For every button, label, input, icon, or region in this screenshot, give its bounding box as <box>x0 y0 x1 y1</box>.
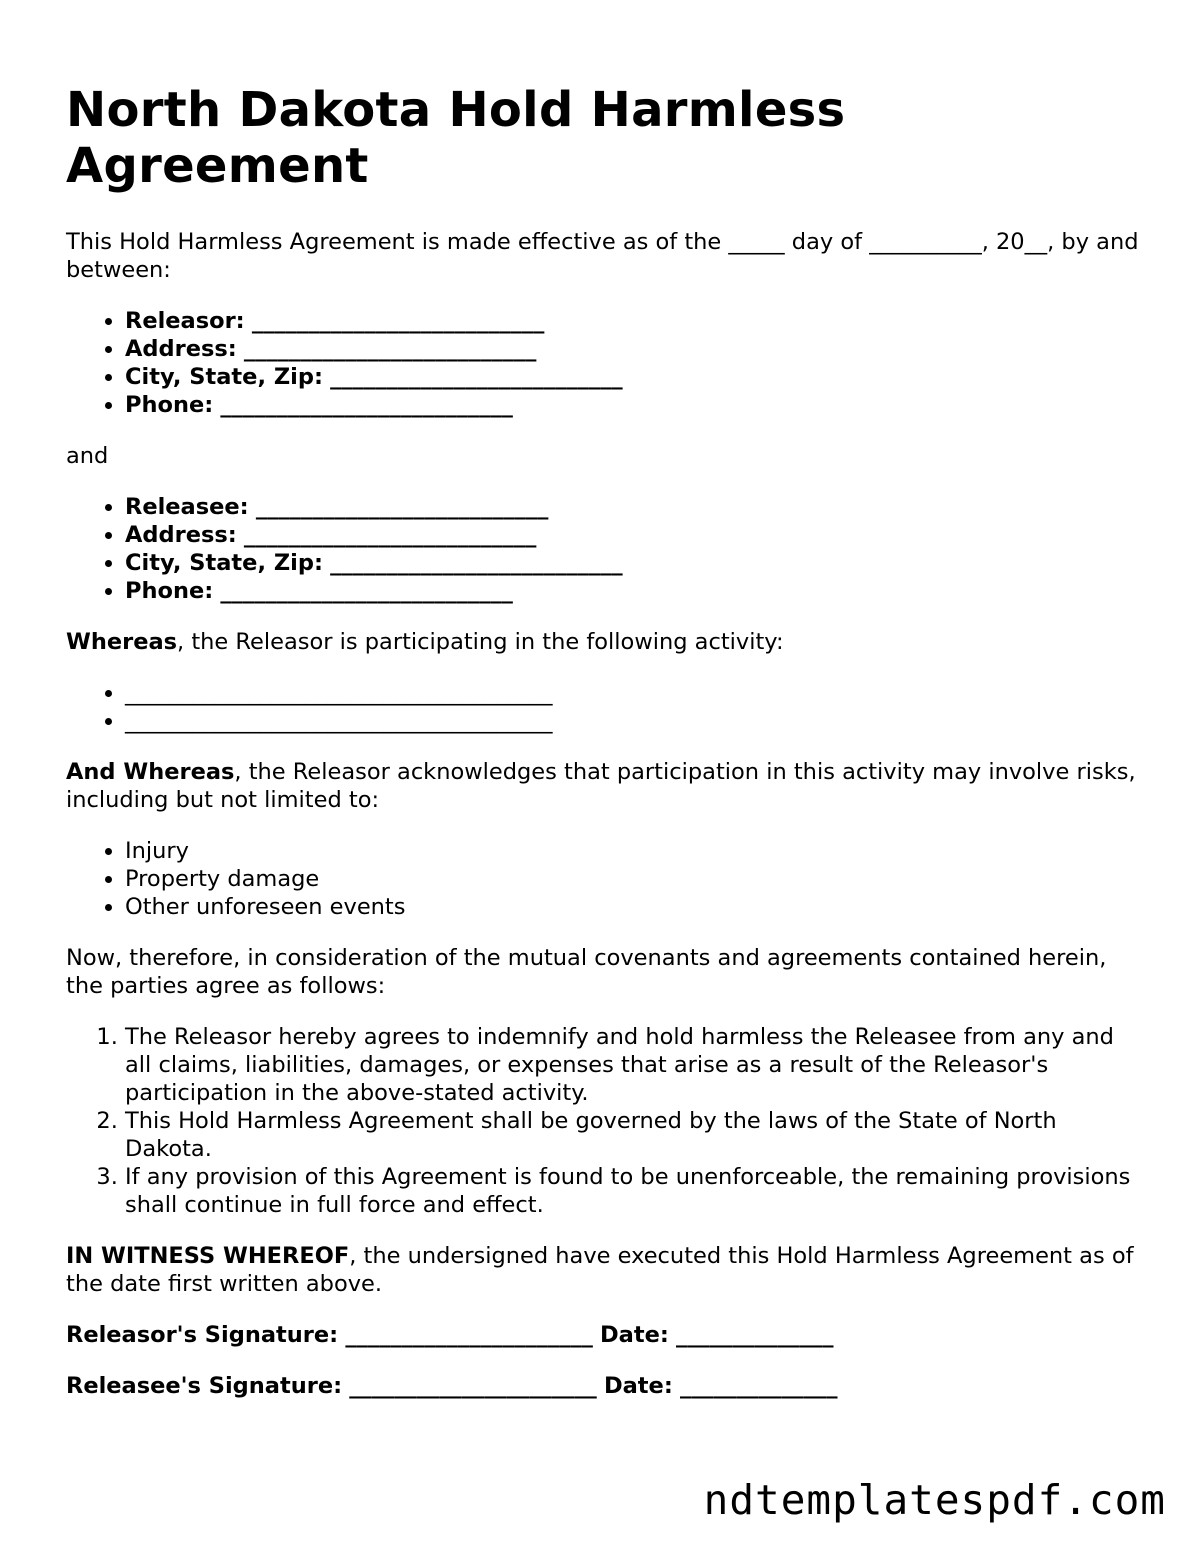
clauses-list <box>66 1023 1146 1219</box>
signature-label: Releasee's Signature: <box>66 1373 343 1399</box>
field-blank: __________________________ <box>255 494 549 520</box>
date-blank: ______________ <box>676 1322 834 1348</box>
list-item <box>125 391 1146 419</box>
witness-lead: IN WITNESS WHEREOF <box>66 1243 350 1269</box>
signature-blank: ______________________ <box>345 1322 593 1348</box>
signature-blank: ______________________ <box>349 1373 597 1399</box>
list-item: • Property damage <box>125 865 1146 893</box>
field-blank: __________________________ <box>220 392 513 418</box>
list-item <box>125 363 1146 391</box>
list-item <box>125 549 1146 577</box>
releasee-fields-list <box>66 493 1146 605</box>
field-label: Address: <box>125 522 237 548</box>
now-therefore-paragraph: Now, therefore, in consideration of the mutual covenants and agreements contained herein, the parties agree as follows: <box>66 945 1107 999</box>
list-item <box>125 493 1146 521</box>
list-item: 3. If any provision of this Agreement is found to be unenforceable, the remaining provisions shall continue in full force and effect. <box>125 1163 1146 1219</box>
date-label: Date: <box>603 1373 673 1399</box>
date-label: Date: <box>599 1322 669 1348</box>
field-label: Releasee: <box>125 494 249 520</box>
field-label: Releasor: <box>125 308 245 334</box>
field-blank: __________________________ <box>330 364 623 390</box>
whereas-text: , the Releasor is participating in the following activity: <box>177 629 784 655</box>
releasor-fields-list <box>66 307 1146 419</box>
list-item: 1. The Releasor hereby agrees to indemnify and hold harmless the Releasee from any and all claims, liabilities, damages, or expenses that arise as a result of the Releasor's participation in the above-stated activity. <box>125 1023 1146 1107</box>
signature-label: Releasor's Signature: <box>66 1322 339 1348</box>
whereas-paragraph <box>66 628 1146 656</box>
field-blank: __________________________ <box>251 308 545 334</box>
page-title: North Dakota Hold Harmless Agreement <box>66 82 846 194</box>
list-item: • Other unforeseen events <box>125 893 1146 921</box>
and-whereas-paragraph <box>66 758 1146 814</box>
field-label: City, State, Zip: <box>125 364 323 390</box>
list-item: • ______________________________________ <box>125 679 1146 707</box>
list-item <box>125 577 1146 605</box>
field-label: Phone: <box>125 392 214 418</box>
risks-list <box>66 837 1146 921</box>
document-page <box>66 82 1146 1423</box>
releasee-signature-line <box>66 1372 1146 1400</box>
releasor-signature-line <box>66 1321 1146 1349</box>
field-blank: __________________________ <box>243 522 537 548</box>
field-label: City, State, Zip: <box>125 550 323 576</box>
whereas-lead: Whereas <box>66 629 178 655</box>
intro-paragraph: This Hold Harmless Agreement is made effective as of the _____ day of __________, 20__, by and between: <box>66 229 1139 283</box>
field-blank: __________________________ <box>220 578 513 604</box>
field-label: Address: <box>125 336 237 362</box>
and-text: and <box>66 443 109 469</box>
list-item <box>125 335 1146 363</box>
list-item: • ______________________________________ <box>125 707 1146 735</box>
activity-list <box>66 679 1146 735</box>
list-item <box>125 307 1146 335</box>
date-blank: ______________ <box>679 1373 838 1399</box>
field-blank: __________________________ <box>243 336 537 362</box>
witness-text: , the undersigned have executed this Hold Harmless Agreement as of the date first written above. <box>66 1243 1134 1297</box>
and-whereas-text: , the Releasor acknowledges that participation in this activity may involve risks, including but not limited to: <box>66 759 1136 813</box>
field-label: Phone: <box>125 578 214 604</box>
list-item: 2. This Hold Harmless Agreement shall be governed by the laws of the State of North Dakota. <box>125 1107 1146 1163</box>
watermark: ndtemplatespdf.com <box>703 1476 1166 1524</box>
list-item <box>125 521 1146 549</box>
witness-paragraph <box>66 1242 1146 1298</box>
field-blank: __________________________ <box>330 550 623 576</box>
list-item: • Injury <box>125 837 1146 865</box>
and-whereas-lead: And Whereas <box>66 759 235 785</box>
